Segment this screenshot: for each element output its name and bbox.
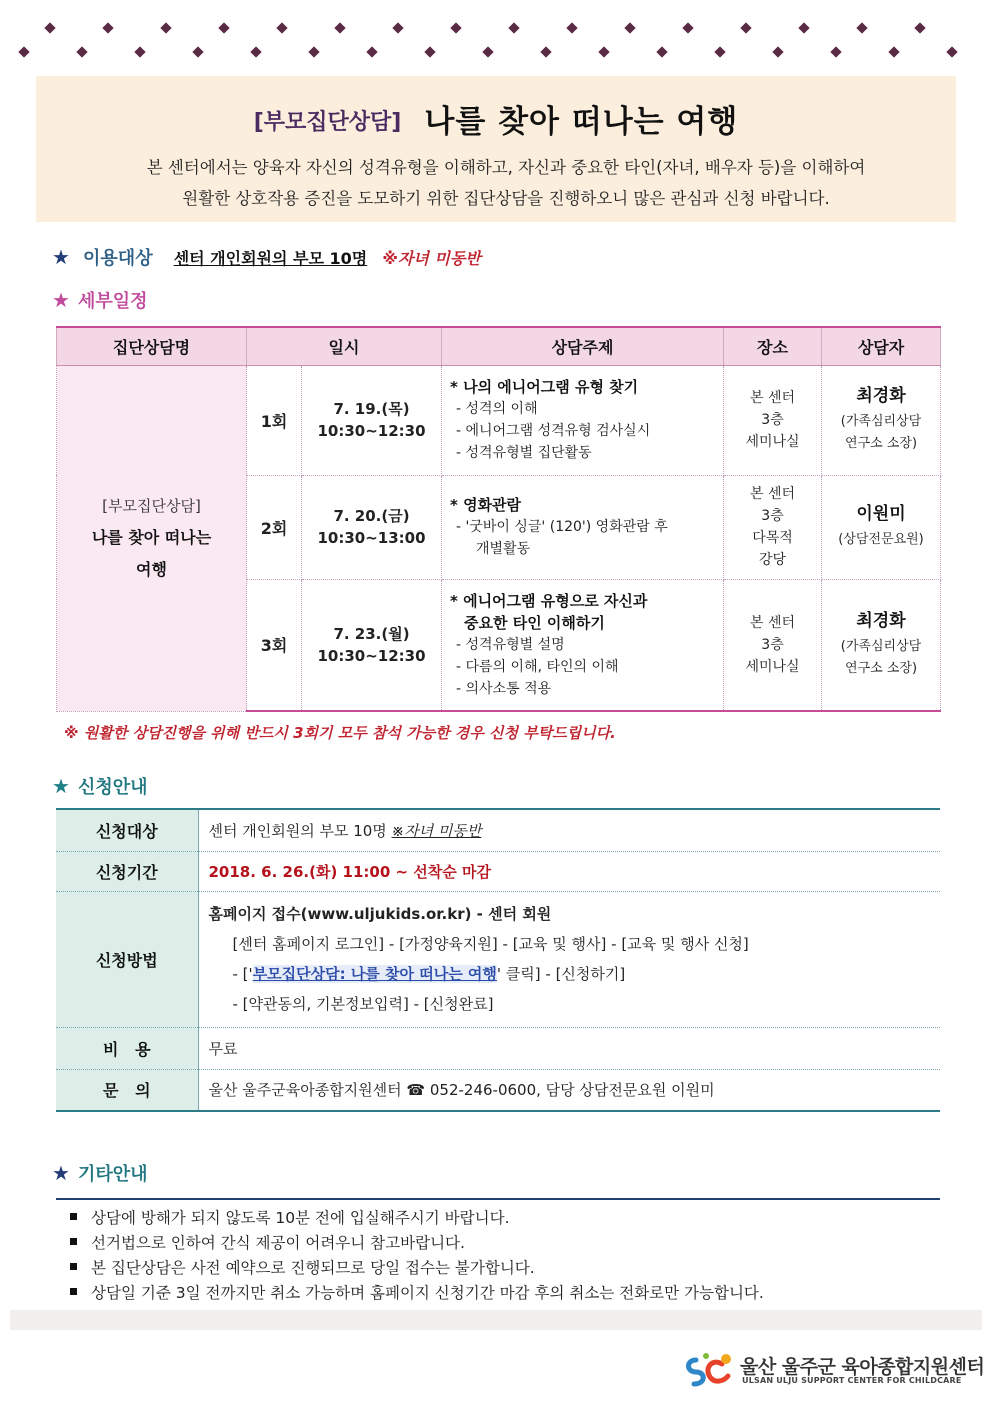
place-line: 3층 xyxy=(761,508,784,524)
diamond-ornament xyxy=(914,22,925,33)
diamond-ornament xyxy=(624,22,635,33)
topic-item: - 다름의 이해, 타인의 이해 xyxy=(456,658,619,675)
title-prefix: [부모집단상담] xyxy=(253,110,402,135)
apply-method-cell xyxy=(198,891,940,1027)
counselor-role: (가족심리상담 xyxy=(840,414,922,429)
program-link[interactable]: 부모집단상담: 나를 찾아 떠나는 여행 xyxy=(252,965,497,983)
topic-title-2: 중요한 타인 이해하기 xyxy=(464,613,605,632)
header-box xyxy=(36,76,956,222)
session-date: 7. 19.(목) xyxy=(333,400,410,418)
apply-cost-label: 비 용 xyxy=(56,1027,198,1069)
table-row xyxy=(56,1069,940,1111)
method-line-2: [센터 홈페이지 로그인] - [가정양육지원] - [교육 및 행사] - [교육 및 행사 신청] xyxy=(232,935,749,953)
apply-contact-label: 문 의 xyxy=(56,1069,198,1111)
diamond-ornament xyxy=(656,46,667,57)
session-date: 7. 20.(금) xyxy=(333,507,410,525)
group-name-line-2: 나를 찾아 떠나는 xyxy=(91,528,212,547)
diamond-ornament xyxy=(740,22,751,33)
diamond-ornament xyxy=(366,46,377,57)
session-round: 2회 xyxy=(247,475,302,579)
footer-band xyxy=(10,1310,982,1330)
diamond-ornament xyxy=(160,22,171,33)
place-line: 세미나실 xyxy=(745,658,800,675)
logo-name-en: ULSAN ULJU SUPPORT CENTER FOR CHILDCARE xyxy=(742,1376,962,1385)
col-header-counselor: 상담자 xyxy=(822,327,941,365)
table-row xyxy=(56,809,940,851)
method-line-4: - [약관동의, 기본정보입력] - [신청완료] xyxy=(232,995,494,1013)
list-item: 상담일 기준 3일 전까지만 취소 가능하며 홈페이지 신청기간 마감 후의 취소는 전화로만 가능합니다. xyxy=(70,1281,940,1306)
diamond-ornament xyxy=(598,46,609,57)
topic-item: 개별활동 xyxy=(476,541,531,557)
table-row xyxy=(57,365,941,475)
diamond-ornament xyxy=(830,46,841,57)
schedule-header-row xyxy=(57,327,941,365)
apply-period-value: 2018. 6. 26.(화) 11:00 ~ 선착순 마감 xyxy=(198,851,940,891)
logo-name-kr: 울산 울주군 육아종합지원센터 xyxy=(740,1356,985,1378)
apply-target-cell xyxy=(198,809,940,851)
table-row xyxy=(56,1027,940,1069)
place-line: 세미나실 xyxy=(745,434,800,450)
table-row xyxy=(56,851,940,891)
method-line-1: 홈페이지 접수(www.uljukids.or.kr) - 센터 회원 xyxy=(208,905,552,923)
star-icon: ★ xyxy=(52,1161,70,1185)
star-icon: ★ xyxy=(52,774,70,798)
counselor-role: 연구소 소장) xyxy=(845,660,918,676)
counselor-name: 최경화 xyxy=(856,610,906,631)
place-line: 3층 xyxy=(761,636,784,653)
diamond-ornament xyxy=(566,22,577,33)
apply-target-note: ※자녀 미동반 xyxy=(391,821,482,840)
topic-item: - 성격유형별 집단활동 xyxy=(456,445,592,461)
application-heading xyxy=(52,773,148,799)
apply-method-label: 신청방법 xyxy=(56,891,198,1027)
schedule-heading xyxy=(52,287,148,313)
page-title xyxy=(36,96,956,141)
place-line: 강당 xyxy=(758,552,787,568)
col-header-group: 집단상담명 xyxy=(57,327,247,365)
session-place xyxy=(724,579,822,711)
schedule-heading-label: 세부일정 xyxy=(77,291,148,312)
diamond-ornament xyxy=(276,22,287,33)
group-name-cell xyxy=(57,365,247,711)
col-header-topic: 상담주제 xyxy=(442,327,724,365)
apply-contact-value: 울산 울주군육아종합지원센터 ☎ 052-246-0600, 담당 상담전문요원 이원미 xyxy=(198,1069,940,1111)
target-label: 이용대상 xyxy=(83,248,153,269)
list-item: 선거법으로 인하여 간식 제공이 어려우니 참고바랍니다. xyxy=(70,1231,940,1256)
group-name-line-3: 여행 xyxy=(136,560,167,579)
counselor-role: (가족심리상담 xyxy=(840,638,922,654)
session-place xyxy=(724,365,822,475)
session-time: 10:30~12:30 xyxy=(317,646,426,665)
intro-line-2: 원활한 상호작용 증진을 도모하기 위한 집단상담을 진행하오니 많은 관심과 신청 바랍니다. xyxy=(182,189,830,208)
application-heading-label: 신청안내 xyxy=(77,777,148,798)
misc-heading-label: 기타안내 xyxy=(77,1164,148,1185)
logo-mark-icon xyxy=(682,1350,736,1390)
diamond-ornament xyxy=(798,22,809,33)
place-line: 본 센터 xyxy=(750,486,796,502)
counselor-name: 최경화 xyxy=(856,386,906,406)
topic-item: - '굿바이 싱글' (120') 영화관람 후 xyxy=(456,519,668,535)
session-round: 3회 xyxy=(247,579,302,711)
center-logo xyxy=(682,1350,985,1390)
place-line: 본 센터 xyxy=(750,390,796,406)
apply-target-label: 신청대상 xyxy=(56,809,198,851)
star-icon: ★ xyxy=(52,245,70,269)
topic-item: - 성격유형별 설명 xyxy=(456,636,565,653)
topic-title: * 영화관람 xyxy=(450,496,522,514)
diamond-ornament xyxy=(682,22,693,33)
diamond-ornament xyxy=(450,22,461,33)
col-header-datetime: 일시 xyxy=(247,327,442,365)
title-main: 나를 찾아 떠나는 여행 xyxy=(424,104,739,140)
diamond-ornament xyxy=(482,46,493,57)
session-counselor xyxy=(822,579,941,711)
star-icon: ★ xyxy=(52,288,70,312)
attendance-notice: ※ 원활한 상담진행을 위해 반드시 3회기 모두 참석 가능한 경우 신청 부탁드립니다. xyxy=(64,724,616,742)
diamond-ornament xyxy=(392,22,403,33)
diamond-ornament xyxy=(856,22,867,33)
session-datetime xyxy=(302,365,442,475)
application-table xyxy=(56,808,940,1112)
diamond-ornament xyxy=(540,46,551,57)
diamond-ornament xyxy=(218,22,229,33)
diamond-ornament xyxy=(424,46,435,57)
diamond-border-top xyxy=(0,24,992,38)
session-counselor xyxy=(822,365,941,475)
counselor-name: 이원미 xyxy=(856,504,906,524)
diamond-ornament xyxy=(44,22,55,33)
place-line: 3층 xyxy=(761,412,784,428)
session-topic xyxy=(442,365,724,475)
diamond-ornament xyxy=(192,46,203,57)
diamond-ornament xyxy=(134,46,145,57)
counselor-role: (상담전문요원) xyxy=(838,532,924,547)
schedule-table xyxy=(56,326,941,712)
session-topic xyxy=(442,579,724,711)
session-time: 10:30~13:00 xyxy=(317,529,426,547)
apply-cost-value: 무료 xyxy=(198,1027,940,1069)
target-note: ※자녀 미동반 xyxy=(382,249,481,268)
diamond-ornament xyxy=(946,46,957,57)
place-line: 다목적 xyxy=(752,530,793,546)
topic-title: * 에니어그램 유형으로 자신과 xyxy=(450,591,648,610)
session-datetime xyxy=(302,475,442,579)
method-line-3-pre: - [' xyxy=(232,965,253,983)
session-topic xyxy=(442,475,724,579)
diamond-ornament xyxy=(508,22,519,33)
topic-item: - 에니어그램 성격유형 검사실시 xyxy=(456,423,651,439)
place-line: 본 센터 xyxy=(750,614,796,631)
target-section xyxy=(52,244,481,270)
diamond-ornament xyxy=(102,22,113,33)
topic-item: - 성격의 이해 xyxy=(456,401,538,417)
diamond-ornament xyxy=(334,22,345,33)
target-value: 센터 개인회원의 부모 10명 xyxy=(173,249,368,268)
session-round: 1회 xyxy=(247,365,302,475)
group-name-line-1: [부모집단상담] xyxy=(102,497,201,515)
session-datetime xyxy=(302,579,442,711)
list-item: 본 집단상담은 사전 예약으로 진행되므로 당일 접수는 불가합니다. xyxy=(70,1256,940,1281)
session-place xyxy=(724,475,822,579)
intro-text xyxy=(76,152,936,214)
diamond-ornament xyxy=(772,46,783,57)
session-date: 7. 23.(월) xyxy=(333,624,410,643)
session-counselor xyxy=(822,475,941,579)
apply-target-value: 센터 개인회원의 부모 10명 xyxy=(208,821,387,840)
list-item: 상담에 방해가 되지 않도록 10분 전에 입실해주시기 바랍니다. xyxy=(70,1206,940,1231)
counselor-role: 연구소 소장) xyxy=(845,436,918,451)
table-row xyxy=(56,891,940,1027)
topic-title: * 나의 에니어그램 유형 찾기 xyxy=(450,378,639,396)
diamond-ornament xyxy=(308,46,319,57)
session-time: 10:30~12:30 xyxy=(317,422,426,440)
diamond-ornament xyxy=(250,46,261,57)
topic-item: - 의사소통 적용 xyxy=(456,680,552,697)
apply-period-label: 신청기간 xyxy=(56,851,198,891)
diamond-ornament xyxy=(714,46,725,57)
method-line-3 xyxy=(209,959,941,989)
misc-list xyxy=(56,1198,940,1312)
diamond-ornament xyxy=(888,46,899,57)
diamond-ornament xyxy=(18,46,29,57)
col-header-place: 장소 xyxy=(724,327,822,365)
diamond-border-second xyxy=(0,48,992,62)
misc-heading xyxy=(52,1160,148,1186)
method-line-3-post: ' 클릭] - [신청하기] xyxy=(496,965,626,983)
intro-line-1: 본 센터에서는 양육자 자신의 성격유형을 이해하고, 자신과 중요한 타인(자녀, 배우자 등)을 이해하여 xyxy=(146,158,866,177)
diamond-ornament xyxy=(76,46,87,57)
